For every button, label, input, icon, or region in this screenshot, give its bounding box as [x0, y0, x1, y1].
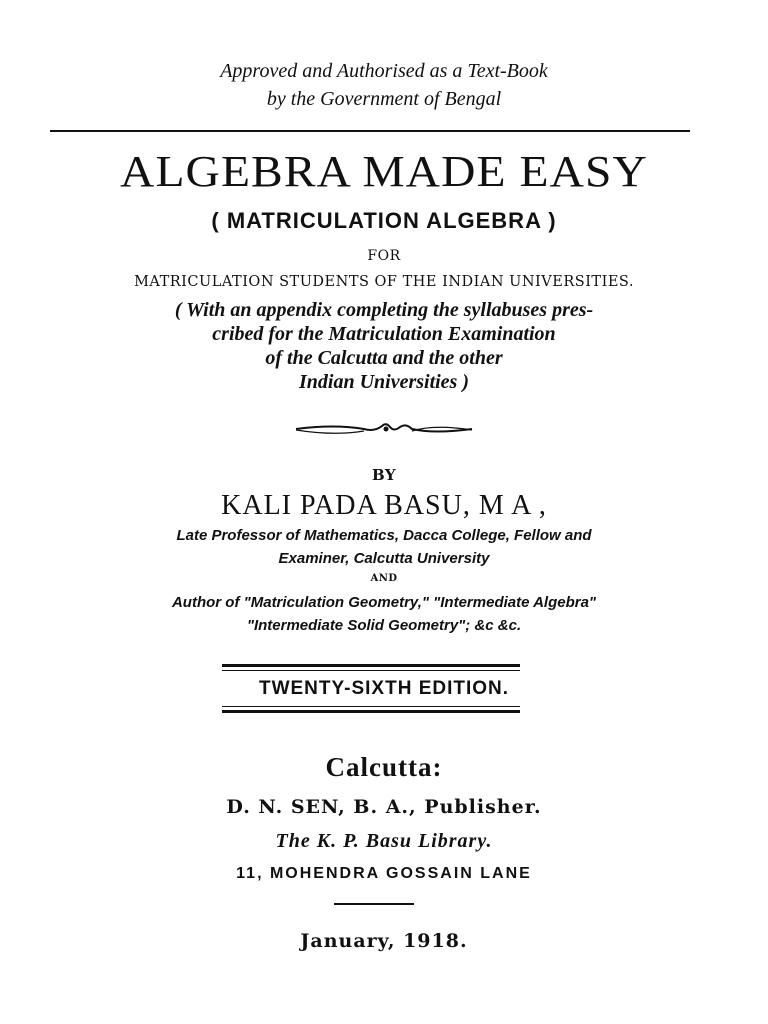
book-title: ALGEBRA MADE EASY: [120, 147, 648, 196]
appendix-line-2: cribed for the Matriculation Examination: [212, 323, 556, 345]
author-works-1: Author of "Matriculation Geometry," "Intermediate Algebra": [171, 594, 597, 611]
appendix-line-3: of the Calcutta and the other: [265, 347, 503, 369]
publisher-name: D. N. SEN, B. A., Publisher.: [226, 796, 542, 818]
publication-date: January, 1918.: [300, 930, 468, 952]
ornament-flourish-icon: [294, 418, 474, 440]
edition-rule-top-1: [222, 664, 520, 667]
by-label: BY: [371, 466, 397, 484]
approval-line-1: Approved and Authorised as a Text-Book: [220, 60, 548, 82]
author-works-2: "Intermediate Solid Geometry"; &c &c.: [246, 617, 522, 634]
for-label: FOR: [367, 248, 401, 264]
library-name: The K. P. Basu Library.: [275, 830, 493, 852]
audience-line: MATRICULATION STUDENTS OF THE INDIAN UNIVERSITIES.: [134, 274, 634, 290]
edition-rule-top-2: [222, 670, 520, 671]
book-subtitle: ( MATRICULATION ALGEBRA ): [211, 208, 557, 233]
imprint-rule: [334, 903, 414, 905]
publisher-address: 11, MOHENDRA GOSSAIN LANE: [236, 865, 532, 882]
publisher-city: Calcutta:: [325, 752, 443, 782]
approval-line-2: by the Government of Bengal: [266, 88, 502, 110]
ornament-divider: [0, 418, 768, 440]
edition-label: TWENTY-SIXTH EDITION.: [258, 678, 510, 699]
top-rule: [50, 130, 690, 132]
edition-rule-bottom-1: [222, 706, 520, 707]
appendix-line-1: ( With an appendix completing the syllabuses pres-: [174, 299, 594, 321]
author-name: KALI PADA BASU, M A ,: [221, 490, 547, 521]
author-credential-1: Late Professor of Mathematics, Dacca College, Fellow and: [176, 527, 592, 544]
and-label: AND: [370, 573, 398, 584]
author-credential-2: Examiner, Calcutta University: [278, 550, 490, 567]
appendix-line-4: Indian Universities ): [298, 371, 470, 393]
edition-rule-bottom-2: [222, 710, 520, 713]
